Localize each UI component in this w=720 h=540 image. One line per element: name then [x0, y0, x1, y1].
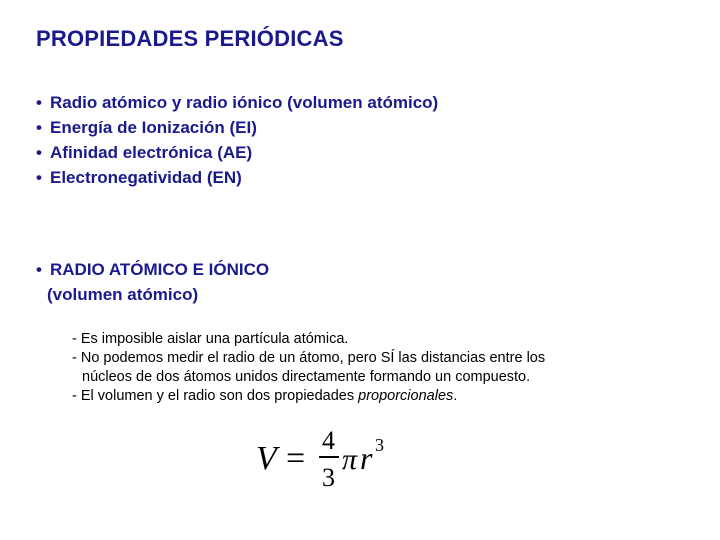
formula-variable: r — [360, 440, 373, 476]
bullet-icon: • — [36, 143, 42, 162]
note-line: - Es imposible aislar una partícula atómica. — [72, 331, 349, 347]
note-text: . — [453, 388, 458, 404]
formula-numerator: 4 — [322, 426, 335, 455]
list-item-text: Afinidad electrónica (AE) — [50, 143, 253, 162]
formula-lhs: V — [256, 440, 277, 477]
formula-pi: π — [342, 443, 358, 476]
bullet-icon: • — [36, 93, 42, 112]
formula-equals: = — [286, 440, 306, 477]
slide-title: PROPIEDADES PERIÓDICAS — [36, 26, 344, 51]
bullet-icon: • — [36, 260, 42, 279]
section-heading-text: RADIO ATÓMICO E IÓNICO — [50, 260, 270, 279]
notes-list — [72, 330, 545, 406]
note-line — [72, 387, 545, 406]
formula-denominator: 3 — [322, 463, 335, 492]
properties-list — [36, 90, 438, 190]
list-item — [36, 90, 438, 115]
note-text: - El volumen y el radio son dos propiedades — [72, 388, 359, 404]
list-item-text: Energía de Ionización (EI) — [50, 118, 257, 137]
list-item — [36, 115, 438, 140]
section-heading — [36, 257, 269, 282]
list-item-text: Radio atómico y radio iónico (volumen atómico) — [50, 93, 439, 112]
section-radio-atomico — [36, 257, 269, 307]
list-item-text: Electronegatividad (EN) — [50, 168, 242, 187]
list-item — [36, 165, 438, 190]
section-subheading: (volumen atómico) — [47, 285, 199, 304]
note-line: - No podemos medir el radio de un átomo, pero SÍ las distancias entre los — [72, 350, 546, 366]
formula-exponent: 3 — [375, 435, 384, 455]
volume-formula — [254, 423, 394, 493]
bullet-icon: • — [36, 118, 42, 137]
note-line-continuation: núcleos de dos átomos unidos directamente formando un compuesto. — [82, 369, 531, 385]
bullet-icon: • — [36, 168, 42, 187]
note-emphasis: proporcionales — [358, 388, 454, 404]
list-item — [36, 140, 438, 165]
